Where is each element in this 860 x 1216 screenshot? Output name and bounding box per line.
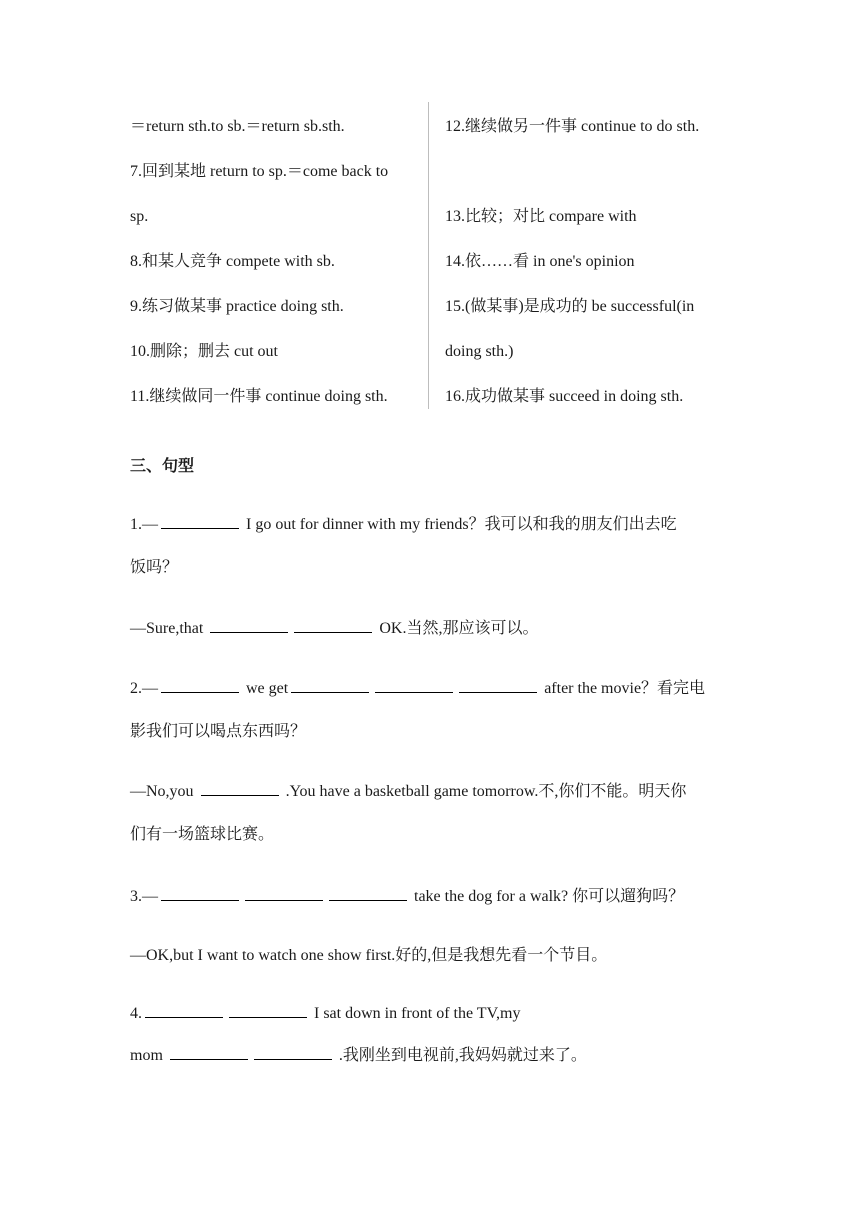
sentence-text: I go out for dinner with my friends？我可以和我的朋友们出去吃 xyxy=(242,516,677,533)
answer-blank[interactable] xyxy=(161,510,239,529)
vocab-line: 7.回到某地 return to sp.＝come back to xyxy=(130,163,389,180)
vocab-line: 9.练习做某事 practice doing sth. xyxy=(130,298,344,315)
answer-blank[interactable] xyxy=(210,614,288,633)
answer-blank[interactable] xyxy=(170,1041,248,1060)
sentence-1-question xyxy=(130,510,677,540)
sentence-text: 3.— xyxy=(130,888,158,905)
sentence-text: 影我们可以喝点东西吗？ xyxy=(130,723,307,740)
sentence-text: we get xyxy=(242,680,289,697)
sentence-2-answer-cont xyxy=(130,820,274,850)
sentence-text: —OK,but I want to watch one show first.好的,但是我想先看一个节目。 xyxy=(130,947,608,964)
sentence-text: take the dog for a walk? 你可以遛狗吗？ xyxy=(410,888,685,905)
column-divider xyxy=(428,102,429,409)
sentence-2-answer xyxy=(130,777,686,807)
vocab-line: 16.成功做某事 succeed in doing sth. xyxy=(445,388,684,405)
vocab-line: 14.依……看 in one's opinion xyxy=(445,253,635,270)
answer-blank[interactable] xyxy=(329,882,407,901)
sentence-1-answer xyxy=(130,614,538,644)
vocab-line: 8.和某人竞争 compete with sb. xyxy=(130,253,335,270)
answer-blank[interactable] xyxy=(291,674,369,693)
sentence-text: mom xyxy=(130,1047,167,1064)
answer-blank[interactable] xyxy=(375,674,453,693)
section-heading: 三、句型 xyxy=(130,456,195,475)
sentence-text: after the movie？看完电 xyxy=(540,680,706,697)
answer-blank[interactable] xyxy=(161,674,239,693)
answer-blank[interactable] xyxy=(459,674,537,693)
vocab-line: 10.删除；删去 cut out xyxy=(130,343,278,360)
vocab-line: sp. xyxy=(130,208,149,225)
sentence-text: 饭吗？ xyxy=(130,559,179,576)
vocab-column-left xyxy=(130,104,422,419)
answer-blank[interactable] xyxy=(294,614,372,633)
vocab-line: 15.(做某事)是成功的 be successful(in xyxy=(445,298,695,315)
vocab-line: doing sth.) xyxy=(445,343,514,360)
vocab-column-right xyxy=(445,104,737,419)
sentence-2-question xyxy=(130,674,705,704)
sentence-text: .You have a basketball game tomorrow.不,你们不能。明天你 xyxy=(281,783,687,800)
sentence-4-line-2 xyxy=(130,1041,587,1071)
answer-blank[interactable] xyxy=(145,999,223,1018)
answer-blank[interactable] xyxy=(254,1041,332,1060)
vocab-line: 13.比较；对比 compare with xyxy=(445,208,637,225)
answer-blank[interactable] xyxy=(161,882,239,901)
vocab-line: ＝return sth.to sb.＝return sb.sth. xyxy=(130,118,345,135)
vocab-line: 12.继续做另一件事 continue to do sth. xyxy=(445,118,700,135)
vocab-line: 11.继续做同一件事 continue doing sth. xyxy=(130,388,388,405)
answer-blank[interactable] xyxy=(245,882,323,901)
sentence-text: 4. xyxy=(130,1005,142,1022)
answer-blank[interactable] xyxy=(201,777,279,796)
answer-blank[interactable] xyxy=(229,999,307,1018)
sentence-4-line-1 xyxy=(130,999,521,1029)
sentence-2-question-cont xyxy=(130,717,306,747)
sentence-text: I sat down in front of the TV,my xyxy=(310,1005,521,1022)
sentence-text: 2.— xyxy=(130,680,158,697)
sentence-text: 1.— xyxy=(130,516,158,533)
sentence-1-question-cont xyxy=(130,553,178,583)
vocab-line-empty xyxy=(445,149,737,194)
sentence-3-answer xyxy=(130,941,607,971)
sentence-3-question xyxy=(130,882,684,912)
sentence-text: —No,you xyxy=(130,783,198,800)
sentence-text: —Sure,that xyxy=(130,620,208,637)
sentence-text: 们有一场篮球比赛。 xyxy=(130,826,275,843)
sentence-text: OK.当然,那应该可以。 xyxy=(375,620,539,637)
sentence-text: .我刚坐到电视前,我妈妈就过来了。 xyxy=(334,1047,587,1064)
